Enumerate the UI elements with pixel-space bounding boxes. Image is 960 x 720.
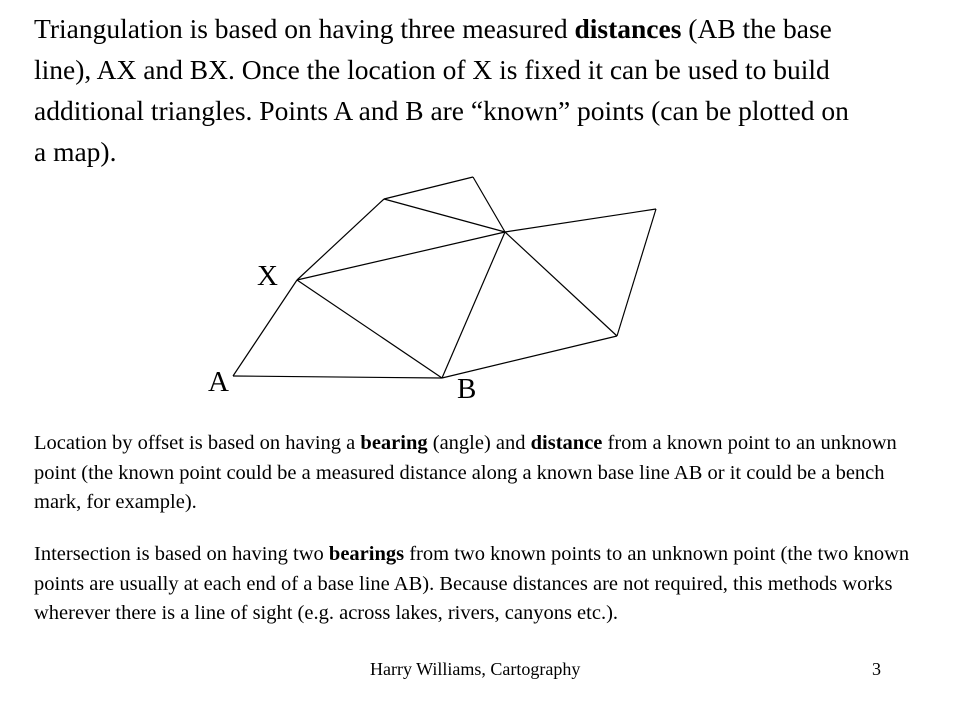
triangulation-text-2: (AB the base line), AX and BX. Once the location of X is fixed it can be used to build additional triangles. Points A and B are “known” points (can be plotted on a map). [34, 13, 849, 167]
point-b-label: B [457, 373, 477, 405]
edge-top-left-center [384, 199, 505, 232]
edge-b-lower-right [442, 336, 617, 378]
edge-top-center [473, 177, 505, 232]
intersection-text-1: Intersection is based on having two [34, 543, 329, 565]
edge-a-b [233, 376, 442, 378]
distances-emphasis: distances [574, 13, 682, 44]
footer-author: Harry Williams, Cartography [370, 659, 581, 679]
bearings-emphasis: bearings [328, 543, 405, 565]
edge-center-right [505, 209, 656, 232]
edge-b-center [442, 232, 505, 378]
edge-top-left-top [384, 177, 473, 199]
offset-text-2: (angle) and [427, 432, 531, 454]
edge-a-x [233, 280, 297, 376]
edge-x-b [297, 280, 442, 378]
intersection-text-2: from two known points to an unknown point (the two known points are usually at each end of a base line AB). Because distances are not required, this methods works wherever there is a line of sight (e.g. across lakes, rivers, canyons etc.). [34, 543, 910, 624]
intersection-paragraph [34, 540, 914, 629]
point-a-label: A [208, 366, 229, 398]
distance-emphasis: distance [530, 432, 603, 454]
triangulation-text-1: Triangulation is based on having three measured [34, 13, 575, 44]
offset-paragraph [34, 429, 914, 518]
point-x-label: X [257, 260, 278, 292]
edge-x-top-left [297, 199, 384, 280]
offset-text-3: from a known point to an unknown point (the known point could be a measured distance along a known base line AB or it could be a bench mark, for example). [34, 432, 897, 513]
page-number: 3 [872, 659, 881, 679]
edge-right-lower-right [617, 209, 656, 336]
bearing-emphasis: bearing [360, 432, 428, 454]
triangle-network [233, 177, 656, 378]
edge-x-center [297, 232, 505, 280]
offset-text-1: Location by offset is based on having a [34, 432, 361, 454]
edge-center-lower-right [505, 232, 617, 336]
